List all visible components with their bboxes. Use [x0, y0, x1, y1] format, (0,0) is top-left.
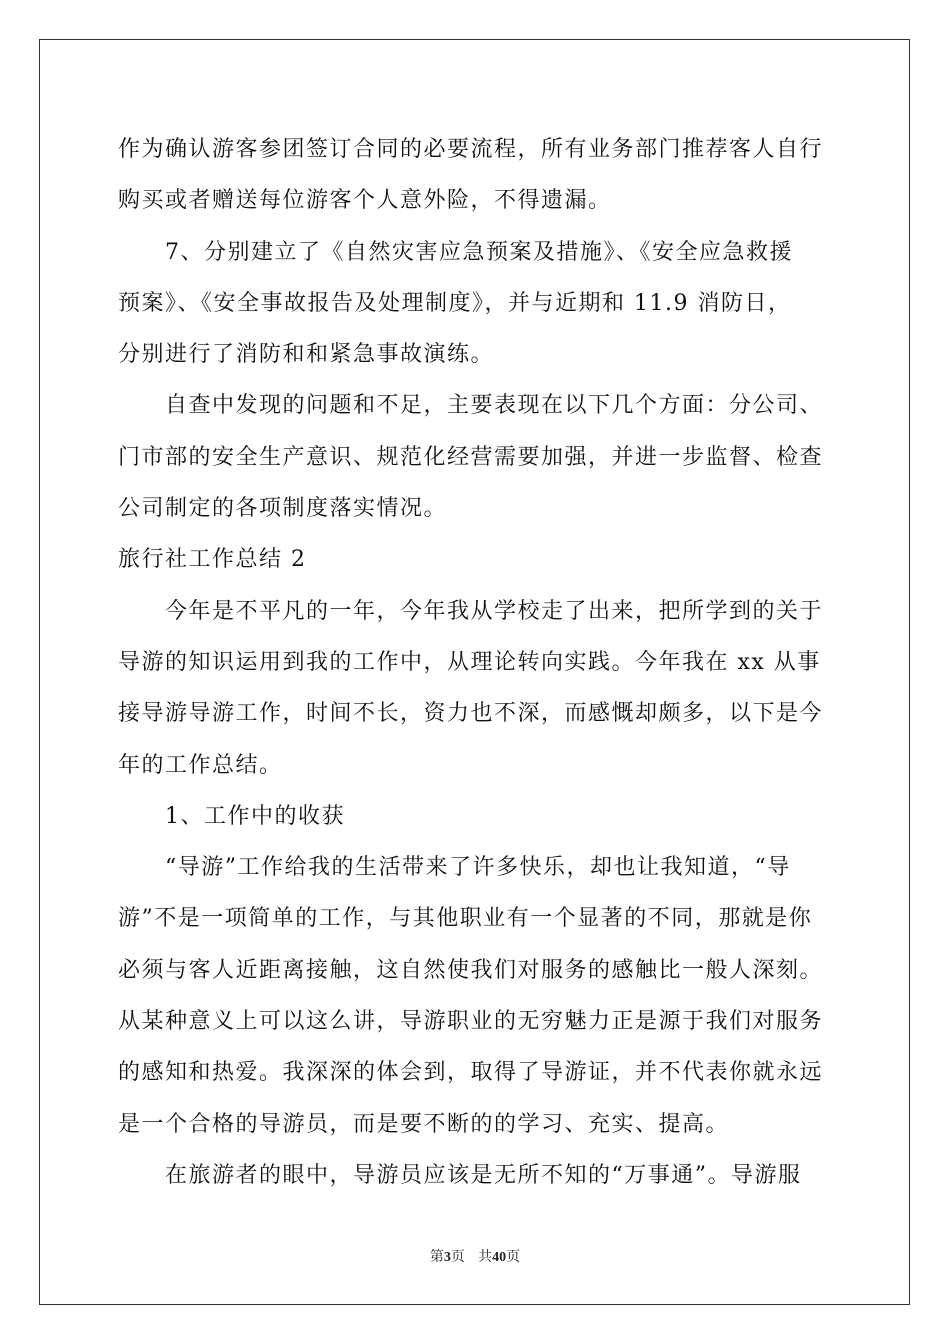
text-line: 预案》、《安全事故报告及处理制度》，并与近期和 11.9 消防日， [118, 290, 792, 316]
footer-prefix: 第 [429, 1249, 444, 1265]
text-line: 1、工作中的收获 [165, 803, 345, 829]
text-line: 游”不是一项简单的工作，与其他职业有一个显著的不同，那就是你 [118, 906, 813, 932]
text-line: 的感知和热爱。我深深的体会到，取得了导游证，并不代表你就永远 [118, 1060, 824, 1086]
text-line: 今年是不平凡的一年，今年我从学校走了出来，把所学到的关于 [165, 598, 824, 624]
text-line: 在旅游者的眼中，导游员应该是无所不知的“万事通”。导游服 [165, 1162, 802, 1188]
text-line: 接导游导游工作，时间不长，资力也不深，而感慨却颇多，以下是今 [118, 701, 824, 727]
text-line: 导游的知识运用到我的工作中，从理论转向实践。今年我在 xx 从事 [118, 649, 821, 675]
footer-total-suffix: 页 [506, 1249, 521, 1265]
document-body [118, 124, 834, 1201]
text-line: 购买或者赠送每位游客个人意外险，不得遗漏。 [118, 188, 612, 214]
text-line: 是一个合格的导游员，而是要不断的的学习、充实、提高。 [118, 1111, 730, 1137]
footer-total-prefix: 共 [478, 1249, 493, 1265]
text-line: 作为确认游客参团签订合同的必要流程，所有业务部门推荐客人自行 [118, 137, 824, 162]
text-line: 门市部的安全生产意识、规范化经营需要加强，并进一步监督、检查 [118, 444, 824, 470]
text-line: 公司制定的各项制度落实情况。 [118, 496, 448, 522]
total-page-count: 40 [492, 1250, 507, 1265]
text-line: 自查中发现的问题和不足，主要表现在以下几个方面：分公司、 [165, 393, 824, 419]
text-line: 必须与客人近距离接触，这自然使我们对服务的感触比一般人深刻。 [118, 957, 824, 983]
footer-page-word: 页 [450, 1249, 465, 1265]
current-page-number: 3 [443, 1250, 451, 1265]
text-line: 年的工作总结。 [118, 752, 283, 778]
text-line: 旅行社工作总结 2 [118, 547, 307, 573]
page-footer [0, 1246, 950, 1266]
text-line: 从某种意义上可以这么讲，导游职业的无穷魅力正是源于我们对服务 [118, 1009, 824, 1035]
text-line: “导游”工作给我的生活带来了许多快乐，却也让我知道，“导 [165, 855, 791, 881]
text-line: 分别进行了消防和和紧急事故演练。 [118, 342, 495, 368]
text-line: 7、分别建立了《自然灾害应急预案及措施》、《安全应急救援 [165, 239, 793, 265]
